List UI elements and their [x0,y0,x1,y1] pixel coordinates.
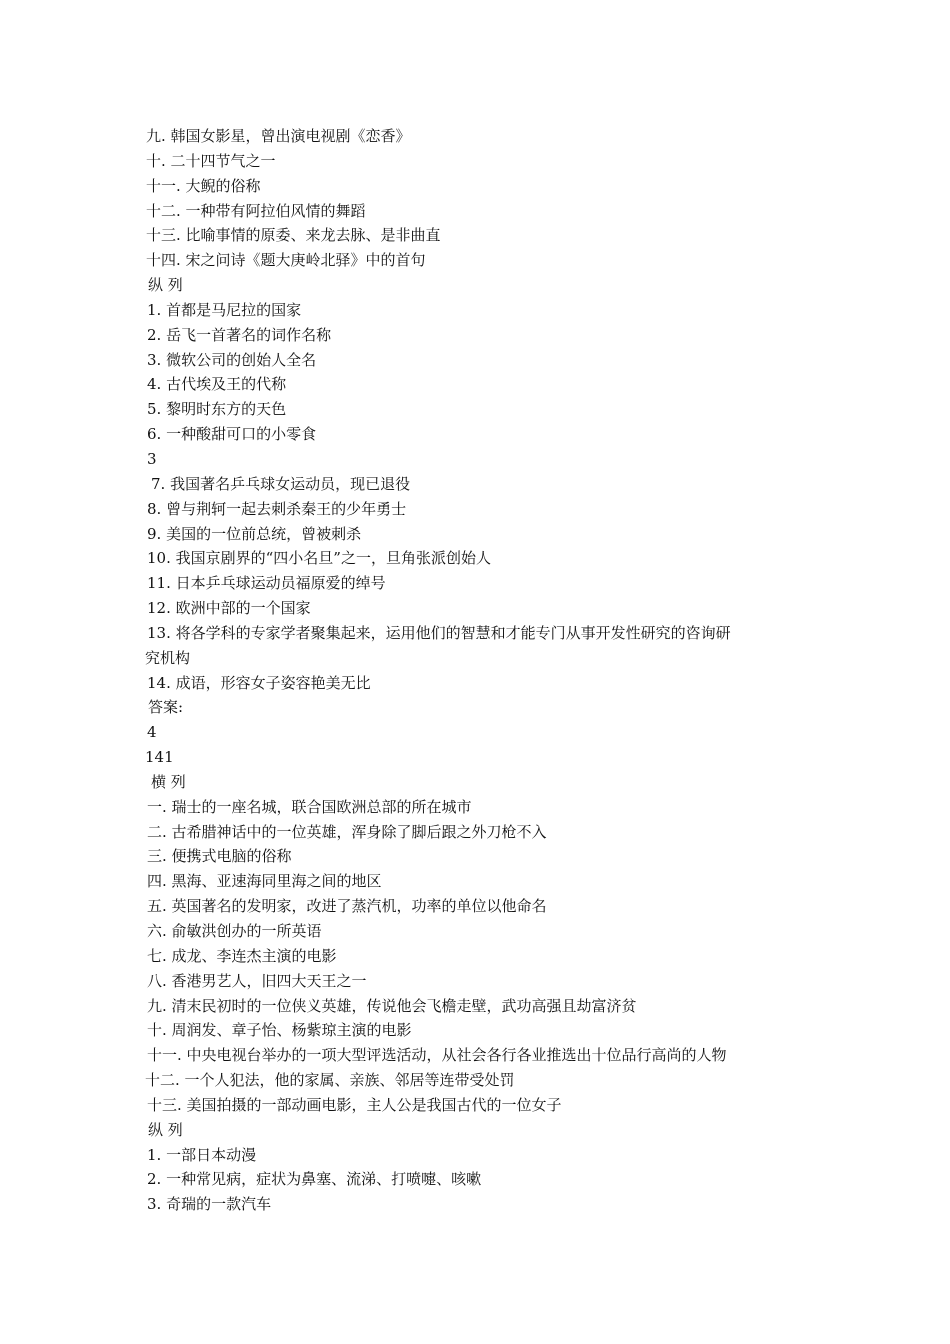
text-line: 3. 微软公司的创始人全名 [147,350,317,369]
text-body [0,124,950,1217]
text-line: 9. 美国的一位前总统，曾被刺杀 [147,524,362,543]
text-line: 2. 岳飞一首著名的词作名称 [147,325,332,344]
text-line: 五. 英国著名的发明家，改进了蒸汽机，功率的单位以他命名 [147,897,547,916]
text-line: 六. 俞敏洪创办的一所英语 [147,922,322,940]
text-line: 141 [145,748,174,767]
text-line: 12. 欧洲中部的一个国家 [147,599,311,618]
page-number: 4 [147,723,157,742]
text-line: 1. 一部日本动漫 [147,1145,257,1164]
text-line: 1. 首都是马尼拉的国家 [147,300,302,319]
text-line: 二. 古希腊神话中的一位英雄，浑身除了脚后跟之外刀枪不入 [147,822,547,841]
text-line: 3. 奇瑞的一款汽车 [147,1195,272,1214]
section-heading: 答案: [148,698,184,717]
text-line: 4. 古代埃及王的代称 [147,375,287,394]
text-line: 十. 二十四节气之一 [146,151,276,170]
page-number: 3 [147,449,157,468]
text-line: 7. 我国著名乒乓球女运动员，现已退役 [151,474,411,493]
text-line: 13. 将各学科的专家学者聚集起来，运用他们的智慧和才能专门从事开发性研究的咨询研 [147,623,731,642]
text-line: 九. 清末民初时的一位侠义英雄，传说他会飞檐走壁，武功高强且劫富济贫 [147,996,637,1015]
text-line: 九. 韩国女影星，曾出演电视剧《恋香》 [146,127,411,145]
text-line: 三. 便携式电脑的俗称 [147,847,292,866]
text-line: 2. 一种常见病，症状为鼻塞、流涕、打喷嚏、咳嗽 [147,1170,482,1189]
text-line: 究机构 [145,648,191,667]
section-heading: 横 列 [151,772,186,791]
text-line: 十. 周润发、章子怡、杨紫琼主演的电影 [147,1021,412,1040]
text-line: 一. 瑞士的一座名城，联合国欧洲总部的所在城市 [147,797,472,816]
text-line: 八. 香港男艺人，旧四大天王之一 [147,971,367,990]
text-line: 14. 成语，形容女子姿容艳美无比 [147,673,371,692]
text-line: 十一. 大鲵的俗称 [146,176,261,195]
text-line: 十一. 中央电视台举办的一项大型评选活动，从社会各行各业推选出十位品行高尚的人物 [147,1046,727,1065]
text-line: 四. 黑海、亚速海同里海之间的地区 [147,872,382,891]
text-line: 七. 成龙、李连杰主演的电影 [147,946,337,965]
text-line: 8. 曾与荆轲一起去刺杀秦王的少年勇士 [147,499,407,518]
text-line: 十二. 一种带有阿拉伯风情的舞蹈 [146,201,366,220]
text-line: 6. 一种酸甜可口的小零食 [147,425,317,444]
text-line: 十二. 一个人犯法，他的家属、亲族、邻居等连带受处罚 [145,1071,515,1090]
text-line: 10. 我国京剧界的“四小名旦”之一，旦角张派创始人 [147,549,491,568]
section-heading: 纵 列 [148,276,183,295]
text-line: 十三. 美国拍摄的一部动画电影，主人公是我国古代的一位女子 [147,1095,562,1114]
text-line: 5. 黎明时东方的天色 [147,400,287,419]
section-heading: 纵 列 [148,1120,183,1139]
text-line: 11. 日本乒乓球运动员福原爱的绰号 [147,574,386,593]
text-line: 十四. 宋之问诗《题大庚岭北驿》中的首句 [146,251,426,270]
text-line: 十三. 比喻事情的原委、来龙去脉、是非曲直 [146,226,441,245]
